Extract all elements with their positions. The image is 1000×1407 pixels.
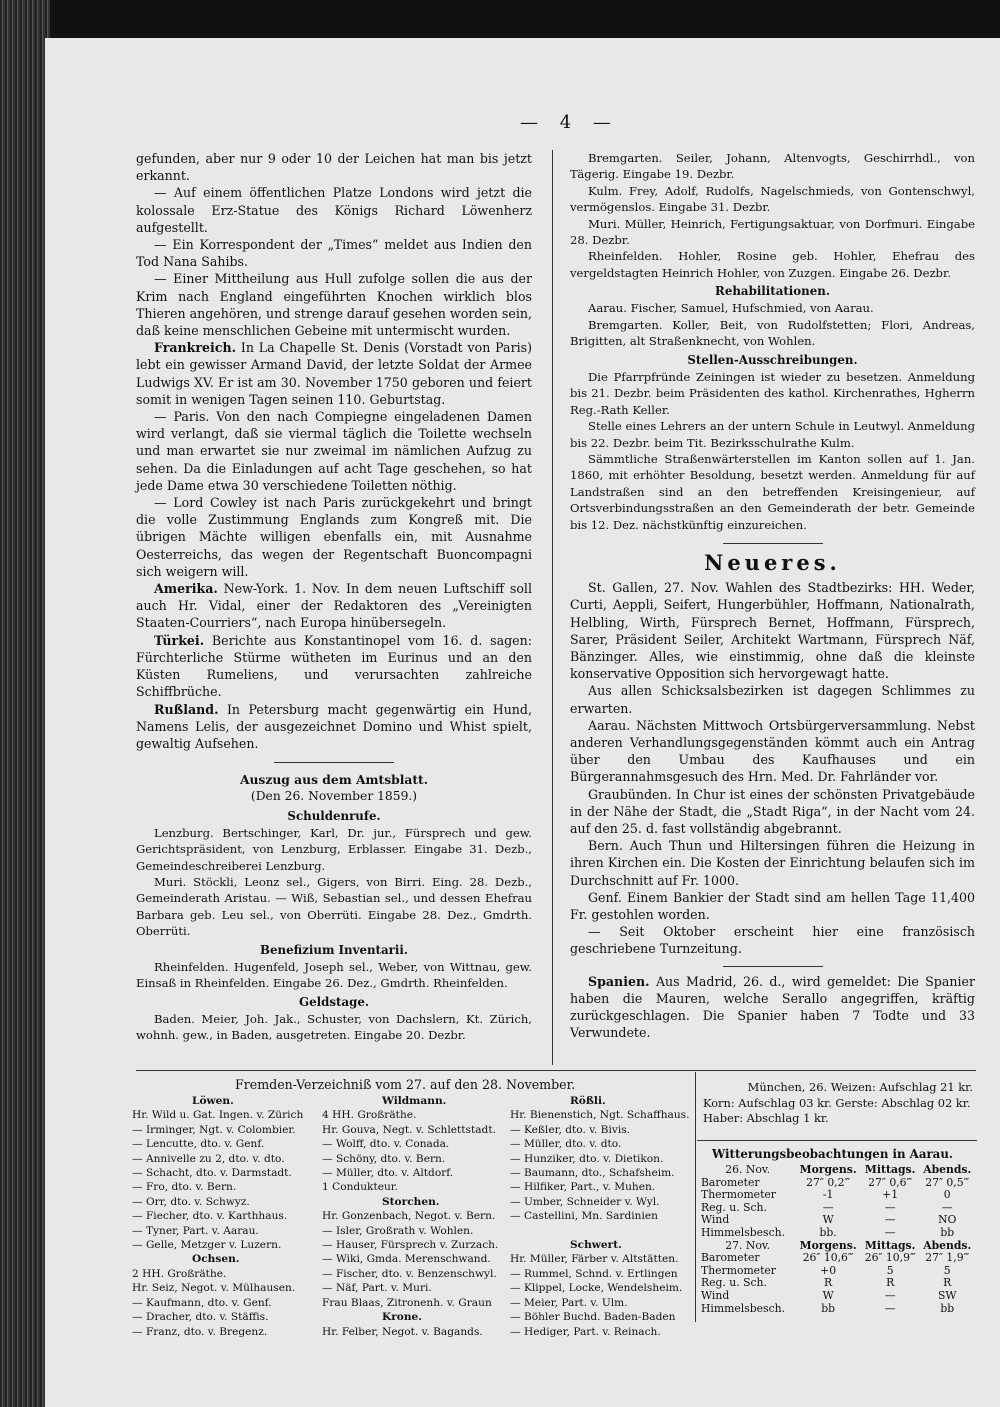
guest-entry: — Franz, dto. v. Bregenz. xyxy=(132,1325,268,1338)
amtsblatt-date: (Den 26. November 1859.) xyxy=(250,789,418,804)
notice-paragraph: Aarau. Fischer, Samuel, Hufschmied, von Aarau. xyxy=(588,301,874,316)
guest-entry: — Böhler Buchd. Baden-Baden xyxy=(510,1311,676,1324)
weather-header-row xyxy=(700,1164,975,1177)
fremden-col-1 xyxy=(132,1094,303,1339)
weather-value: W xyxy=(822,1288,834,1302)
weather-header-cell: Morgens. xyxy=(799,1238,857,1252)
guest-entry: 1 Condukteur. xyxy=(322,1181,399,1194)
right-column xyxy=(570,150,975,1041)
weather-table xyxy=(700,1164,975,1315)
weather-label: Thermometer xyxy=(701,1188,776,1202)
article-paragraph: St. Gallen, 27. Nov. Wahlen des Stadtbezirks: HH. Weder, Curti, Aeppli, Seifert, Hungerbühler, Hoffmann, Nationalrath, Helbling, Wirth, Fürsprech Bernet, Hoffmann, Fürsprech, Sarer, Präsident Seiler, Architekt Wartmann, Fürsprech Näf, Bänzinger. Alles, wie einstimmig, ohne daß die kleinste konservative Opposition sich hervorgewagt hatte. xyxy=(570,580,975,682)
article-paragraph: — Auf einem öffentlichen Platze Londons wird jetzt die kolossale Erz-Statue des Königs Richard Löwenherz aufgestellt. xyxy=(136,185,532,235)
notice-paragraph: Die Pfarrpfründe Zeiningen ist wieder zu besetzen. Anmeldung bis 21. Dezbr. beim Präsidenten des kathol. Kirchenrathes, Hgherrn Reg.-Rath Keller. xyxy=(570,369,975,417)
weather-value: +1 xyxy=(882,1188,899,1202)
weather-row xyxy=(700,1227,975,1240)
notice-paragraph: Bremgarten. Koller, Beit, von Rudolfstetten; Flori, Andreas, Brigitten, alt Straßenknecht, von Wohlen. xyxy=(570,317,975,349)
article-paragraph: — Lord Cowley ist nach Paris zurückgekehrt und bringt die volle Zustimmung Englands zum Kongreß mit. Die übrigen Mächte willigen ebenfalls ein, mit Ausnahme Oesterreichs, das wegen der Regentschaft Buoncompagni sich weigern will. xyxy=(136,495,532,579)
guest-entry: — Irminger, Ngt. v. Colombier. xyxy=(132,1123,296,1136)
weather-value: NO xyxy=(938,1213,957,1227)
markt-line: München, 26. Weizen: Aufschlag 21 kr. xyxy=(747,1080,973,1094)
guest-entry: — Hunziker, dto. v. Dietikon. xyxy=(510,1152,664,1165)
bottom-rule xyxy=(136,1070,976,1071)
weather-header-cell: 27. Nov. xyxy=(725,1238,771,1252)
guest-entry: Hr. Seiz, Negot. v. Mülhausen. xyxy=(132,1282,296,1295)
weather-label: Barometer xyxy=(701,1175,760,1189)
weather-value: bb xyxy=(940,1225,955,1239)
notice-paragraph: Rheinfelden. Hugenfeld, Joseph sel., Weber, von Wittnau, gew. Einsaß in Rheinfelden. Eingabe 26. Dez., Gmdrth. Rheinfelden. xyxy=(136,959,532,991)
guest-entry: — Hauser, Fürsprech v. Zurzach. xyxy=(322,1239,499,1252)
fremden-col-2 xyxy=(322,1094,498,1339)
guest-entry: — Keßler, dto. v. Bivis. xyxy=(510,1123,631,1136)
guest-entry: — Dracher, dto. v. Stäffis. xyxy=(132,1311,269,1324)
weather-label: Wind xyxy=(701,1288,730,1302)
stellen-heading: Stellen-Ausschreibungen. xyxy=(687,352,858,367)
guest-entry: — Kaufmann, dto. v. Genf. xyxy=(132,1296,272,1309)
guest-entry: Hr. Gouva, Negt. v. Schlettstadt. xyxy=(322,1123,496,1136)
guest-entry: — Orr, dto. v. Schwyz. xyxy=(132,1195,250,1208)
guest-entry: — Wolff, dto. v. Conada. xyxy=(322,1138,450,1151)
article-paragraph: Genf. Einem Bankier der Stadt sind am hellen Tage 11,400 Fr. gestohlen worden. xyxy=(570,889,975,922)
markt-rule xyxy=(697,1140,977,1141)
schuldenrufe-heading: Schuldenrufe. xyxy=(287,808,381,823)
weather-row xyxy=(700,1202,975,1215)
guest-entry: — Annivelle zu 2, dto. v. dto. xyxy=(132,1152,285,1165)
weather-label: Barometer xyxy=(701,1251,760,1265)
weather-value: R xyxy=(943,1276,952,1290)
weather-value: R xyxy=(824,1276,833,1290)
section-heading-amerika: Amerika. xyxy=(154,581,218,597)
weather-value: W xyxy=(822,1213,834,1227)
guest-entry: — Fro, dto. v. Bern. xyxy=(132,1181,237,1194)
guest-entry: Hr. Bienenstich, Ngt. Schaffhaus. xyxy=(510,1109,690,1122)
article-paragraph: Türkei. Berichte aus Konstantinopel vom 16. d. sagen: Fürchterliche Stürme wütheten im Eurinus und an den Küsten Rumeliens, und verursachten zahlreiche Schiffbrüche. xyxy=(136,632,532,700)
section-heading-russland: Rußland. xyxy=(154,701,219,717)
guest-entry: Hr. Gonzenbach, Negot. v. Bern. xyxy=(322,1210,496,1223)
column-divider xyxy=(552,150,553,1065)
markt-report xyxy=(703,1080,973,1127)
guest-entry: — Isler, Großrath v. Wohlen. xyxy=(322,1224,474,1237)
article-paragraph: Rußland. In Petersburg macht gegenwärtig ein Hund, Namens Lelis, der ausgezeichnet Domino und Whist spielt, gewaltig Aufsehen. xyxy=(136,701,532,751)
weather-value: -1 xyxy=(822,1188,834,1202)
weather-value: 5 xyxy=(886,1263,894,1277)
guest-entry: Hr. Müller, Färber v. Altstätten. xyxy=(510,1253,679,1266)
weather-value: bb xyxy=(821,1301,836,1315)
section-heading-spanien: Spanien. xyxy=(588,973,650,989)
hotel-heading: Löwen. xyxy=(192,1095,234,1107)
article-paragraph: Aus allen Schicksalsbezirken ist dagegen Schlimmes zu erwarten. xyxy=(570,683,975,716)
weather-value: — xyxy=(884,1301,896,1315)
weather-value: 0 xyxy=(943,1188,951,1202)
notice-paragraph: Bremgarten. Seiler, Johann, Altenvogts, Geschirrhdl., von Tägerig. Eingabe 19. Dezbr. xyxy=(570,151,975,182)
geldstage-heading: Geldstage. xyxy=(299,994,369,1009)
guest-entry: — Näf, Part. v. Muri. xyxy=(322,1282,432,1295)
notice-paragraph: Muri. Stöckli, Leonz sel., Gigers, von Birri. Eing. 28. Dezb., Gemeinderath Aristau. — Wiß, Sebastian sel., und dessen Ehefrau Barbara geb. Leu sel., von Oberrüti. Eingabe 28. Dez., Gmdrth. Oberrüti. xyxy=(136,874,532,939)
notice-paragraph: Rheinfelden. Hohler, Rosine geb. Hohler, Ehefrau des vergeldstagten Heinrich Hohler, von Zuzgen. Eingabe 26. Dezbr. xyxy=(570,249,975,280)
article-paragraph: gefunden, aber nur 9 oder 10 der Leichen hat man bis jetzt erkannt. xyxy=(136,151,532,184)
weather-header-cell: Mittags. xyxy=(864,1163,916,1176)
weather-label: Reg. u. Sch. xyxy=(701,1200,767,1214)
weather-title: Witterungsbeobachtungen in Aarau. xyxy=(712,1147,954,1161)
hotel-heading: Rößli. xyxy=(570,1095,606,1107)
hotel-heading: Ochsen. xyxy=(192,1253,240,1266)
neueres-heading: Neueres. xyxy=(704,549,841,575)
hotel-heading: Storchen. xyxy=(382,1195,440,1208)
guest-entry: — Meier, Part. v. Ulm. xyxy=(510,1296,628,1309)
article-paragraph: Graubünden. In Chur ist eines der schönsten Privatgebäude in der Nähe der Stadt, die „Stadt Riga“, in der Nacht vom 24. auf den 25. d. fast vollständig abgebrannt. xyxy=(570,786,975,836)
left-column xyxy=(136,150,532,1044)
weather-value: bb xyxy=(940,1301,955,1315)
markt-line: Haber: Abschlag 1 kr. xyxy=(703,1111,829,1126)
weather-row xyxy=(700,1303,975,1316)
article-paragraph: — Seit Oktober erscheint hier eine französisch geschriebene Turnzeitung. xyxy=(570,924,975,957)
weather-header-cell: Morgens. xyxy=(799,1163,857,1176)
guest-entry: 4 HH. Großräthe. xyxy=(322,1109,417,1122)
notice-paragraph: Sämmtliche Straßenwärterstellen im Kanton sollen auf 1. Jan. 1860, mit erhöhter Besoldung, besetzt werden. Anmeldung für auf Landstraßen sind an den betreffenden Kreisingenieur, auf Ortsverbindungsstraßen an den Gemeinderath der betr. Gemeinde bis 12. Dez. nächstkünftig einzureichen. xyxy=(570,451,975,532)
page-number: — 4 — xyxy=(520,112,619,133)
weather-value: 5 xyxy=(943,1263,951,1277)
weather-label: Thermometer xyxy=(701,1263,776,1277)
guest-entry: — Fiecher, dto. v. Karthhaus. xyxy=(132,1210,288,1223)
article-paragraph: Amerika. New-York. 1. Nov. In dem neuen Luftschiff soll auch Hr. Vidal, einer der Redaktoren des „Vereinigten Staaten-Courriers“, nach Europa hinübersegeln. xyxy=(136,581,532,631)
weather-value: — xyxy=(884,1225,896,1239)
article-paragraph: Bern. Auch Thun und Hiltersingen führen die Heizung in ihren Kirchen ein. Die Kosten der Einrichtung belaufen sich im Durchschnitt auf Fr. 1000. xyxy=(570,838,975,888)
weather-row xyxy=(700,1277,975,1290)
weather-header-cell: Abends. xyxy=(923,1238,972,1252)
weather-value: R xyxy=(886,1276,895,1290)
article-paragraph: Aarau. Nächsten Mittwoch Ortsbürgerversammlung. Nebst anderen Verhandlungsgegenständen kömmt auch ein Antrag über den Umbau des Kaufhauses und ein Bürgerannahmsgesuch des Hrn. Med. Dr. Fahrländer vor. xyxy=(570,717,975,785)
article-paragraph: — Einer Mittheilung aus Hull zufolge sollen die aus der Krim nach England eingeführten Knochen wirklich blos Thieren angehören, und strenge darauf gesehen worden sein, daß keine menschlichen Gebeine mit untermischt wurden. xyxy=(136,271,532,339)
weather-value: — xyxy=(822,1200,834,1214)
article-paragraph: — Paris. Von den nach Compiegne eingeladenen Damen wird verlangt, daß sie viermal täglich die Toilette wechseln und man erwartet sie nur zweimal im nämlichen Aufzug zu sehen. Da die Einladungen auf acht Tage geschehen, so hat jede Dame etwa 30 verschiedene Toiletten nöthig. xyxy=(136,409,532,493)
divider-rule xyxy=(723,966,823,967)
divider-rule xyxy=(274,762,394,763)
weather-value: — xyxy=(884,1213,896,1227)
notice-paragraph: Stelle eines Lehrers an der untern Schule in Leutwyl. Anmeldung bis 22. Dezbr. beim Tit. Bezirksschulrathe Kulm. xyxy=(570,419,975,450)
weather-label: Himmelsbesch. xyxy=(701,1225,786,1239)
amtsblatt-title: Auszug aus dem Amtsblatt. xyxy=(239,772,429,788)
notice-paragraph: Muri. Müller, Heinrich, Fertigungsaktuar, von Dorfmuri. Eingabe 28. Dezbr. xyxy=(570,216,975,248)
guest-entry: — Hediger, Part. v. Reinach. xyxy=(510,1325,661,1338)
rehabilitationen-heading: Rehabilitationen. xyxy=(715,284,830,299)
section-heading-tuerkei: Türkei. xyxy=(154,632,205,648)
hotel-heading: Wildmann. xyxy=(382,1095,447,1107)
guest-entry: — Rummel, Schnd. v. Ertlingen xyxy=(510,1267,678,1280)
weather-label: Reg. u. Sch. xyxy=(701,1276,767,1290)
article-paragraph: Frankreich. In La Chapelle St. Denis (Vorstadt von Paris) lebt ein gewisser Armand David, der letzte Soldat der Armee Ludwigs XV. Er ist am 30. November 1750 geboren und feiert somit in wenigen Tagen seinen 110. Geburtstag. xyxy=(136,340,532,407)
article-paragraph: — Ein Korrespondent der „Times“ meldet aus Indien den Tod Nana Sahibs. xyxy=(136,237,532,270)
guest-entry: — Tyner, Part. v. Aarau. xyxy=(132,1224,259,1237)
weather-value: 26″ 10,6‴ xyxy=(802,1251,854,1265)
guest-entry: 2 HH. Großräthe. xyxy=(132,1267,227,1280)
guest-entry: — Schacht, dto. v. Darmstadt. xyxy=(132,1167,292,1180)
guest-entry: — Hilfiker, Part., v. Muhen. xyxy=(510,1181,656,1194)
weather-header-cell: 26. Nov. xyxy=(725,1163,771,1176)
weather-value: SW xyxy=(937,1288,957,1302)
guest-entry: — Baumann, dto., Schafsheim. xyxy=(510,1167,675,1180)
guest-entry: — Lencutte, dto. v. Genf. xyxy=(132,1138,265,1151)
divider-rule xyxy=(723,543,823,544)
benefizium-heading: Benefizium Inventarii. xyxy=(260,942,408,957)
weather-value: +0 xyxy=(820,1263,837,1277)
bottom-vertical-rule xyxy=(695,1072,696,1322)
book-spine xyxy=(0,0,50,1407)
weather-value: 26″ 10,9‴ xyxy=(864,1251,916,1265)
guest-entry: Hr. Felber, Negot. v. Bagands. xyxy=(322,1325,483,1338)
hotel-heading: Krone. xyxy=(382,1311,422,1324)
weather-header-cell: Mittags. xyxy=(864,1238,916,1252)
guest-entry: — Wiki, Gmda. Merenschwand. xyxy=(322,1253,491,1266)
guest-entry xyxy=(510,1224,689,1238)
hotel-heading: Schwert. xyxy=(570,1239,622,1252)
weather-row xyxy=(700,1189,975,1202)
guest-entry: — Müller, dto. v. dto. xyxy=(510,1138,622,1151)
guest-entry: — Gelle, Metzger v. Luzern. xyxy=(132,1239,282,1252)
markt-line: Korn: Aufschlag 03 kr. Gerste: Abschlag 02 kr. xyxy=(703,1095,971,1110)
guest-entry: — Müller, dto. v. Altdorf. xyxy=(322,1167,454,1180)
guest-entry: Hr. Wild u. Gat. Ingen. v. Zürich xyxy=(132,1109,304,1122)
weather-label: Himmelsbesch. xyxy=(701,1301,786,1315)
weather-value: bb. xyxy=(819,1225,837,1239)
weather-value: — xyxy=(884,1288,896,1302)
weather-label: Wind xyxy=(701,1213,730,1227)
fremden-col-3 xyxy=(510,1094,689,1339)
weather-value: 27″ 0,6‴ xyxy=(868,1175,913,1189)
fremden-title: Fremden-Verzeichniß vom 27. auf den 28. November. xyxy=(235,1077,576,1092)
guest-entry: — Klippel, Locke, Wendelsheim. xyxy=(510,1282,683,1295)
guest-entry: Frau Blaas, Zitronenh. v. Graun xyxy=(322,1296,492,1309)
weather-row xyxy=(700,1252,975,1265)
guest-entry: — Castellini, Mn. Sardinien xyxy=(510,1210,658,1223)
notice-paragraph: Lenzburg. Bertschinger, Karl, Dr. jur., Fürsprech und gew. Gerichtspräsident, von Lenzburg, Erblasser. Eingabe 31. Dezb., Gemeindeschreiberei Lenzburg. xyxy=(136,825,532,873)
notice-paragraph: Baden. Meier, Joh. Jak., Schuster, von Dachslern, Kt. Zürich, wohnh. gew., in Baden, ausgetreten. Eingabe 20. Dezbr. xyxy=(136,1011,532,1043)
guest-entry: — Fischer, dto. v. Benzenschwyl. xyxy=(322,1267,497,1280)
weather-value: 27″ 1,9‴ xyxy=(925,1251,970,1265)
notice-paragraph: Kulm. Frey, Adolf, Rudolfs, Nagelschmieds, von Gontenschwyl, vermögenslos. Eingabe 31. Dezbr. xyxy=(570,183,975,215)
guest-entry: — Umber, Schneider v. Wyl. xyxy=(510,1195,660,1208)
weather-row xyxy=(700,1290,975,1303)
article-paragraph: Spanien. Aus Madrid, 26. d., wird gemeldet: Die Spanier haben die Mauren, welche Serallo angegriffen, kräftig zurückgeschlagen. Die Spanier haben 7 Todte und 33 Verwundete. xyxy=(570,973,975,1041)
section-heading-frankreich: Frankreich. xyxy=(154,340,237,356)
weather-value: — xyxy=(941,1200,953,1214)
weather-value: 27″ 0,5‴ xyxy=(925,1175,970,1189)
weather-value: 27″ 0,2‴ xyxy=(806,1175,851,1189)
guest-entry: — Schöny, dto. v. Bern. xyxy=(322,1152,446,1165)
weather-value: — xyxy=(884,1200,896,1214)
weather-header-cell: Abends. xyxy=(923,1163,972,1176)
